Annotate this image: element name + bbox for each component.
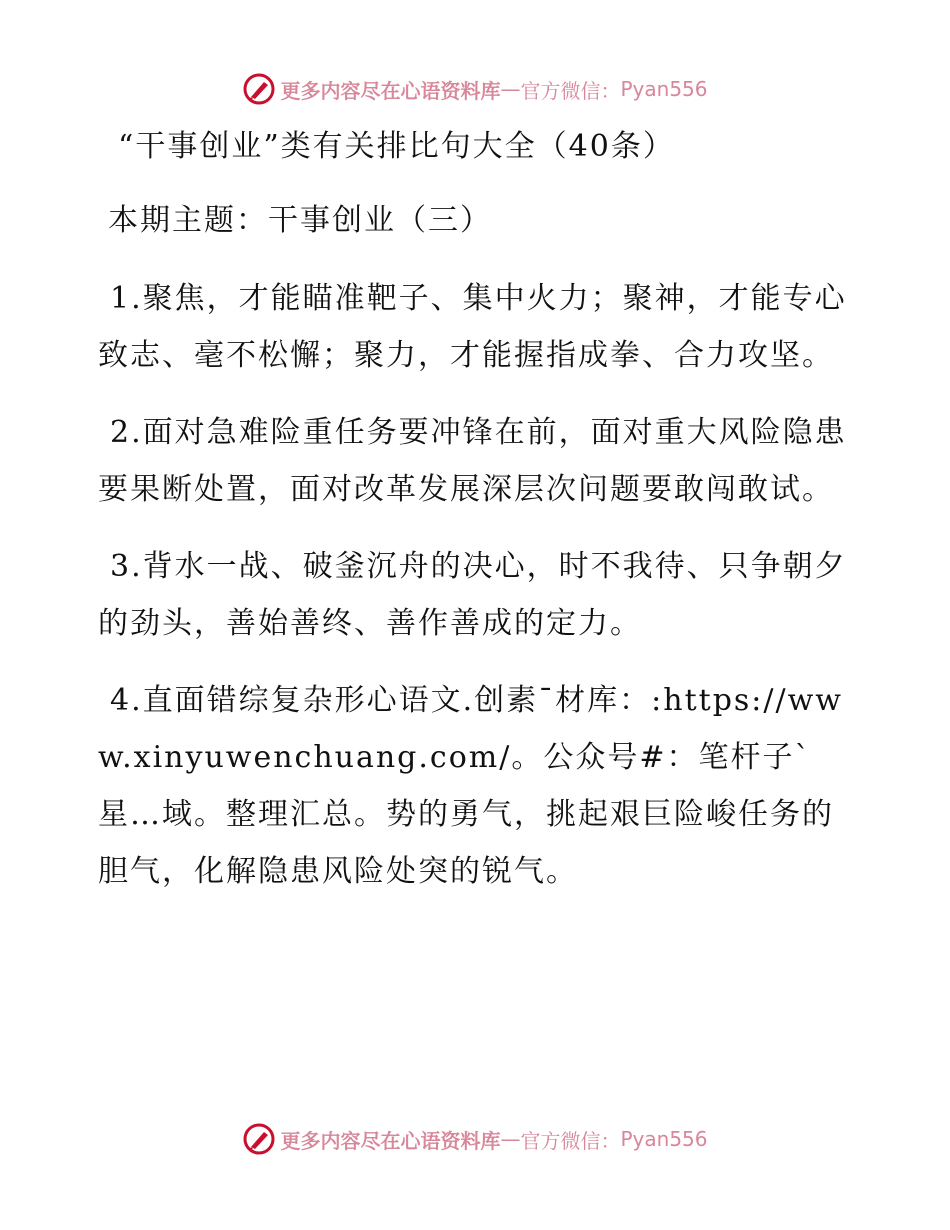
banner-main-text: 更多内容尽在心语资料库 <box>280 1128 501 1153</box>
banner-wechat-label: 官方微信： <box>520 78 621 103</box>
list-item: 4.直面错综复杂形心语文.创素¯材库：:https://www.xinyuwenchuang.com/。公众号#：笔杆子`星…域。整理汇总。势的勇气，挑起艰巨险峻任务的胆气，化解隐患风险处突的锐气。 <box>98 683 843 889</box>
banner-wechat-label: 官方微信： <box>520 1128 621 1153</box>
banner-separator: — <box>500 77 521 101</box>
header-watermark-banner <box>0 72 950 106</box>
pen-logo-icon <box>242 72 276 106</box>
footer-watermark-banner <box>0 1122 950 1156</box>
document-title: “干事创业”类有关排比句大全（40条） <box>118 129 675 164</box>
list-item: 3.背水一战、破釜沉舟的决心，时不我待、只争朝夕的劲头，善始善终、善作善成的定力。 <box>98 549 847 641</box>
pen-logo-icon <box>242 1122 276 1156</box>
document-subtitle: 本期主题：干事创业（三） <box>108 203 492 238</box>
banner-wechat-id: Pyan556 <box>620 77 708 101</box>
list-item: 2.面对急难险重任务要冲锋在前，面对重大风险隐患要果断处置，面对改革发展深层次问题要敢闯敢试。 <box>98 415 847 507</box>
banner-wechat-id: Pyan556 <box>620 1127 708 1151</box>
list-item: 1.聚焦，才能瞄准靶子、集中火力；聚神，才能专心致志、毫不松懈；聚力，才能握指成拳、合力攻坚。 <box>98 281 847 373</box>
document-body <box>98 122 858 900</box>
banner-main-text: 更多内容尽在心语资料库 <box>280 78 501 103</box>
banner-separator: — <box>500 1127 521 1151</box>
